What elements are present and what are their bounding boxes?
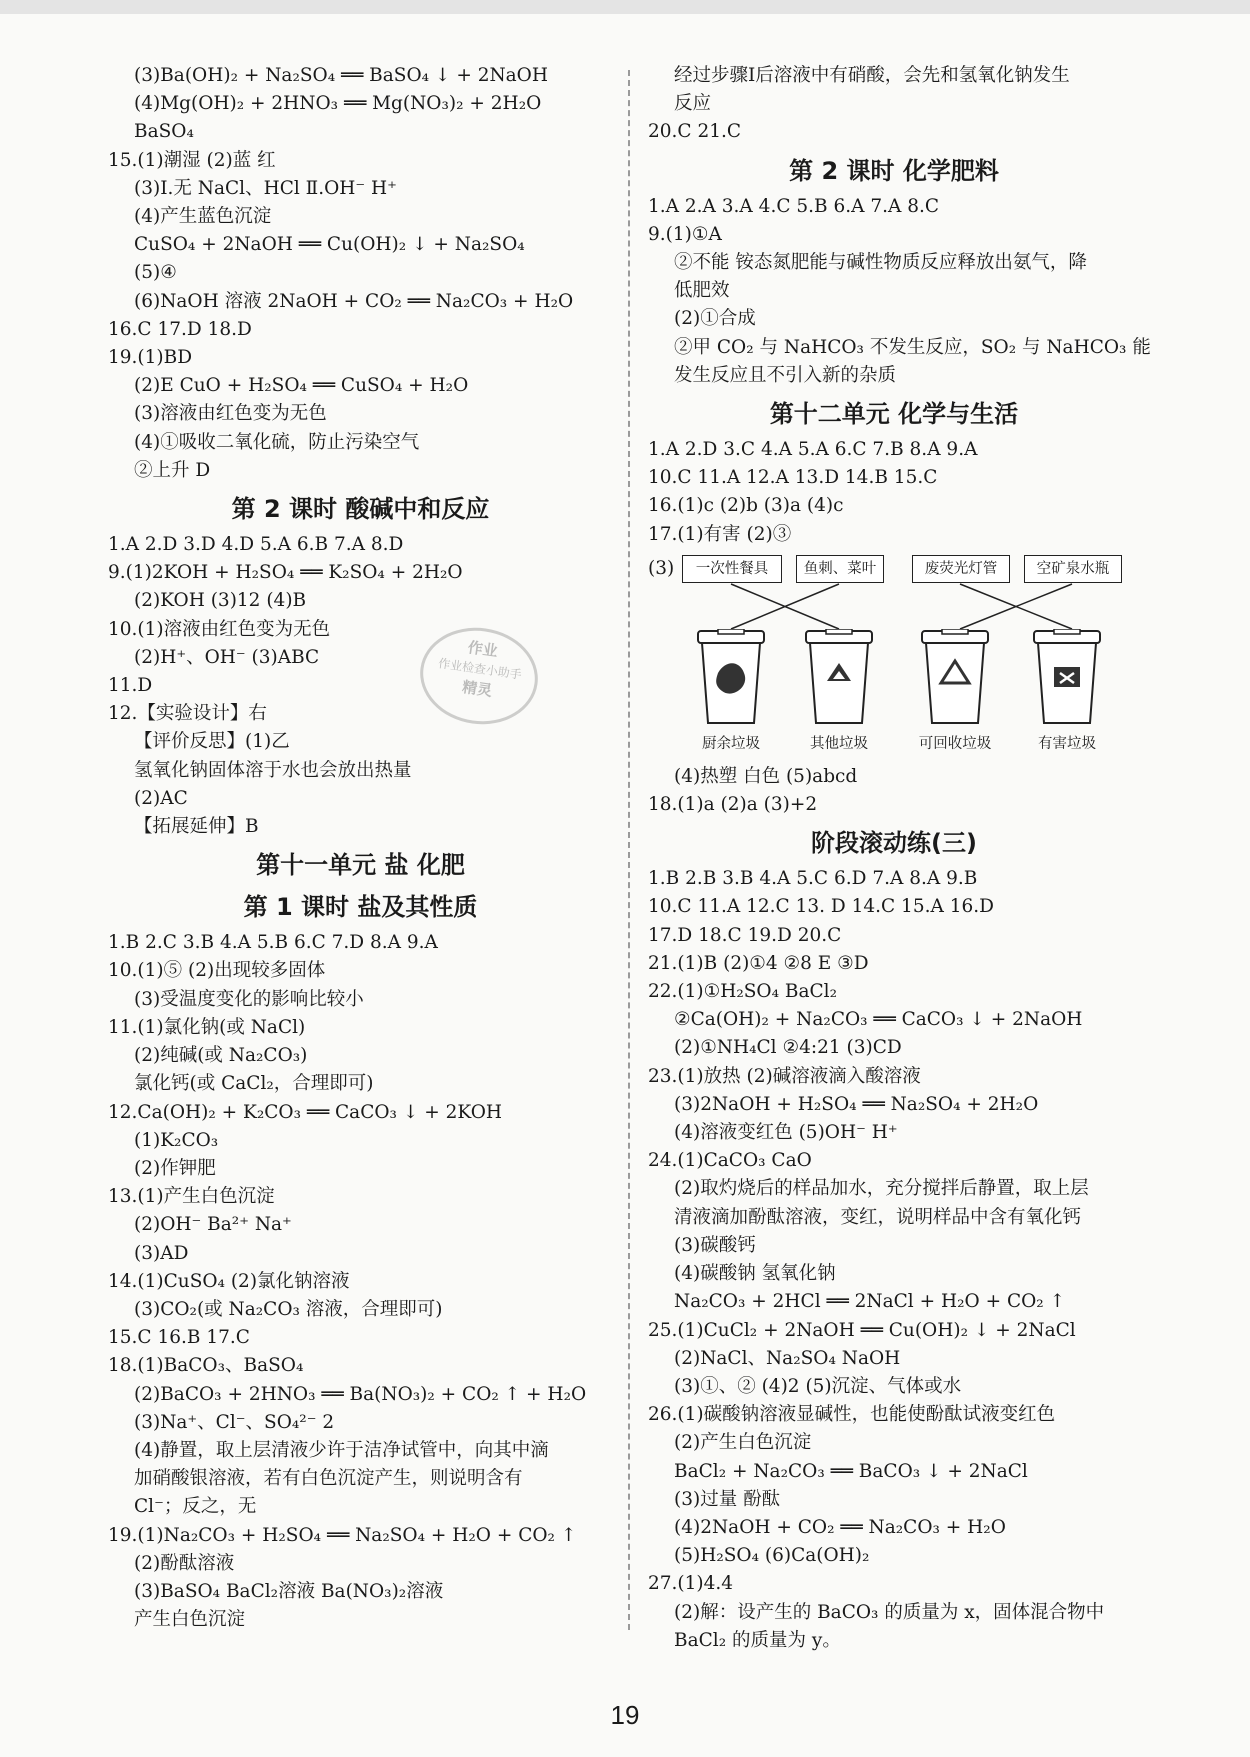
answer-line: (2)H⁺、OH⁻ (3)ABC [134,646,320,668]
answer-line: 19.(1)Na₂CO₃ + H₂SO₄ ══ Na₂SO₄ + H₂O + CO₂ ↑ [108,1524,577,1546]
bin-label-kitchen: 厨余垃圾 [702,735,760,752]
answer-line: 1.B 2.C 3.B 4.A 5.B 6.C 7.D 8.A 9.A [108,932,438,954]
answer-line: (3)过量 酚酞 [674,1488,781,1510]
stamp-line-3: 精灵 [461,677,494,700]
answer-line: (2)①合成 [674,308,756,330]
answer-line: (3)CO₂(或 Na₂CO₃ 溶液，合理即可) [134,1298,443,1320]
right-column-top [648,62,1151,549]
answer-line: (3)Na⁺、Cl⁻、SO₄²⁻ 2 [134,1411,335,1433]
answer-line: 10.C 11.A 12.C 13. D 14.C 15.A 16.D [648,896,994,918]
left-column [108,62,613,1634]
answer-line: 产生白色沉淀 [134,1609,246,1631]
answer-line: (4)①吸收二氧化硫，防止污染空气 [134,431,420,453]
answer-line: 10.(1)⑤ (2)出现较多固体 [108,960,326,982]
top-edge [0,0,1250,14]
stamp-line-2: 作业检查小助手 [437,656,523,682]
answer-line: (2)BaCO₃ + 2HNO₃ ══ Ba(NO₃)₂ + CO₂ ↑ + H₂O [134,1383,587,1405]
right-column-bottom [648,763,1140,1655]
answer-line: (4)碳酸钠 氢氧化钠 [674,1263,836,1285]
answer-line: 25.(1)CuCl₂ + 2NaOH ══ Cu(OH)₂ ↓ + 2NaCl [648,1319,1076,1341]
answer-line: ②上升 D [134,459,211,481]
answer-line: (5)④ [134,262,177,284]
answer-line: (2)解：设产生的 BaCO₃ 的质量为 x，固体混合物中 [674,1601,1105,1623]
answer-line: (2)OH⁻ Ba²⁺ Na⁺ [134,1214,292,1236]
answer-line: 1.A 2.D 3.C 4.A 5.A 6.C 7.B 8.A 9.A [648,439,978,461]
section-heading: 阶段滚动练(三) [811,829,977,858]
bin-label-hazardous: 有害垃圾 [1038,735,1096,752]
answer-line: 9.(1)2KOH + H₂SO₄ ══ K₂SO₄ + 2H₂O [108,562,463,584]
answer-line: 18.(1)BaCO₃、BaSO₄ [108,1355,304,1377]
answer-line: (3)2NaOH + H₂SO₄ ══ Na₂SO₄ + 2H₂O [674,1093,1039,1115]
answer-line: 氢氧化钠固体溶于水也会放出热量 [134,759,412,781]
answer-line: (1)K₂CO₃ [134,1129,219,1151]
answer-line: 10.C 11.A 12.A 13.D 14.B 15.C [648,467,938,489]
section-heading: 第 2 课时 酸碱中和反应 [231,495,490,524]
answer-line: 【评价反思】(1)乙 [134,731,290,753]
answer-line: (2)E CuO + H₂SO₄ ══ CuSO₄ + H₂O [134,375,469,397]
bin-label-recyclable: 可回收垃圾 [918,735,992,752]
section-heading: 第 1 课时 盐及其性质 [243,893,478,922]
answer-line: 加硝酸银溶液，若有白色沉淀产生，则说明含有 [134,1468,523,1490]
answer-line: 1.A 2.A 3.A 4.C 5.B 6.A 7.A 8.C [648,195,940,217]
answer-line: 14.(1)CuSO₄ (2)氯化钠溶液 [108,1270,350,1292]
matching-lines [674,551,1124,631]
item-disposable-tableware: 一次性餐具 [682,555,782,583]
item-water-bottle: 空矿泉水瓶 [1024,555,1122,583]
answer-line: 17.D 18.C 19.D 20.C [648,924,842,946]
answer-line: (3)AD [134,1242,189,1264]
answer-line: (2)AC [134,787,188,809]
figure-prefix: (3) [648,557,675,579]
answer-line: CuSO₄ + 2NaOH ══ Cu(OH)₂ ↓ + Na₂SO₄ [134,234,525,256]
column-divider [628,70,630,1630]
answer-line: 11.D [108,675,153,697]
answer-line: BaCl₂ + Na₂CO₃ ══ BaCO₃ ↓ + 2NaCl [674,1460,1028,1482]
bin-label-other: 其他垃圾 [810,735,868,752]
answer-line: ②不能 铵态氮肥能与碱性物质反应释放出氨气，降 [674,252,1087,274]
answer-line: (4)溶液变红色 (5)OH⁻ H⁺ [674,1122,898,1144]
answer-line: 低肥效 [674,280,730,302]
answer-line: 23.(1)放热 (2)碱溶液滴入酸溶液 [648,1065,921,1087]
answer-line: (6)NaOH 溶液 2NaOH + CO₂ ══ Na₂CO₃ + H₂O [134,290,574,312]
answer-line: ②Ca(OH)₂ + Na₂CO₃ ══ CaCO₃ ↓ + 2NaOH [674,1009,1083,1031]
answer-line: 1.B 2.B 3.B 4.A 5.C 6.D 7.A 8.A 9.B [648,868,978,890]
answer-line: ②甲 CO₂ 与 NaHCO₃ 不发生反应，SO₂ 与 NaHCO₃ 能 [674,336,1151,358]
answer-line: BaCl₂ 的质量为 y。 [674,1629,841,1651]
answer-line: (2)酚酞溶液 [134,1552,235,1574]
answer-line: 经过步骤Ⅰ后溶液中有硝酸，会先和氢氧化钠发生 [674,65,1070,86]
right-column [648,62,1151,1655]
answer-line: 12.Ca(OH)₂ + K₂CO₃ ══ CaCO₃ ↓ + 2KOH [108,1101,502,1123]
answer-line: (4)热塑 白色 (5)abcd [674,765,858,787]
answer-line: 17.(1)有害 (2)③ [648,523,792,545]
answer-line: 19.(1)BD [108,347,193,369]
answer-line: 9.(1)①A [648,223,722,245]
answer-line: 清液滴加酚酞溶液，变红，说明样品中含有氧化钙 [674,1206,1082,1228]
answer-line: 反应 [674,93,712,115]
answer-line: (3)碳酸钙 [674,1234,756,1256]
answer-line: 10.(1)溶液由红色变为无色 [108,618,331,640]
answer-line: 24.(1)CaCO₃ CaO [648,1150,812,1172]
answer-line: 16.(1)c (2)b (3)a (4)c [648,495,844,517]
answer-line: (2)取灼烧后的样品加水，充分搅拌后静置，取上层 [674,1178,1089,1200]
answer-line: 18.(1)a (2)a (3)+2 [648,794,818,816]
hazardous-waste-bin-icon [1030,629,1104,725]
answer-line: (2)①NH₄Cl ②4:21 (3)CD [674,1037,902,1059]
answer-line: Na₂CO₃ + 2HCl ══ 2NaCl + H₂O + CO₂ ↑ [674,1291,1066,1313]
answer-line: 26.(1)碳酸钠溶液显碱性，也能使酚酞试液变红色 [648,1404,1056,1426]
answer-line: 13.(1)产生白色沉淀 [108,1186,275,1208]
section-heading: 第 2 课时 化学肥料 [789,156,999,185]
answer-line: (2)纯碱(或 Na₂CO₃) [134,1045,308,1067]
answer-line: (2)KOH (3)12 (4)B [134,590,307,612]
item-fishbone-leaves: 鱼刺、菜叶 [796,555,884,583]
answer-line: (2)NaCl、Na₂SO₄ NaOH [674,1347,901,1369]
answer-line: (3)溶液由红色变为无色 [134,403,327,425]
answer-line: 【拓展延伸】B [134,816,259,838]
answer-line: 1.A 2.D 3.D 4.D 5.A 6.B 7.A 8.D [108,534,404,556]
answer-line: 15.C 16.B 17.C [108,1327,250,1349]
page-number: 19 [610,1700,640,1730]
answer-line: Cl⁻；反之，无 [134,1496,257,1518]
stamp-line-1: 作业 [466,638,499,661]
answer-line: 27.(1)4.4 [648,1573,734,1595]
answer-line: (2)作钾肥 [134,1157,216,1179]
answer-line: (3)①、② (4)2 (5)沉淀、气体或水 [674,1375,962,1397]
answer-line: (3)BaSO₄ BaCl₂溶液 Ba(NO₃)₂溶液 [134,1580,444,1602]
answer-line: (4)Mg(OH)₂ + 2HNO₃ ══ Mg(NO₃)₂ + 2H₂O [134,93,542,115]
other-waste-bin-icon [802,629,876,725]
answer-line: (2)产生白色沉淀 [674,1432,812,1454]
answer-line: 11.(1)氯化钠(或 NaCl) [108,1016,306,1038]
answer-line: (3)Ba(OH)₂ + Na₂SO₄ ══ BaSO₄ ↓ + 2NaOH [134,65,548,86]
kitchen-waste-bin-icon [694,629,768,725]
answer-line: 21.(1)B (2)①4 ②8 E ③D [648,952,869,974]
answer-line: (4)产生蓝色沉淀 [134,206,272,228]
answer-line: 22.(1)①H₂SO₄ BaCl₂ [648,981,838,1003]
answer-line: (3)Ⅰ.无 NaCl、HCl Ⅱ.OH⁻ H⁺ [134,177,397,199]
answer-line: BaSO₄ [134,121,194,143]
answer-line: (5)H₂SO₄ (6)Ca(OH)₂ [674,1545,870,1567]
section-heading: 第十二单元 化学与生活 [769,400,1019,429]
recyclable-bin-icon [918,629,992,725]
answer-line: (4)2NaOH + CO₂ ══ Na₂CO₃ + H₂O [674,1516,1006,1538]
answer-line: 16.C 17.D 18.D [108,318,252,340]
answer-line: 氯化钙(或 CaCl₂，合理即可) [134,1073,374,1095]
garbage-sorting-figure [648,551,1124,759]
answer-line: 20.C 21.C [648,121,742,143]
answer-line: 发生反应且不引入新的杂质 [674,364,897,386]
answer-line: (4)静置，取上层清液少许于洁净试管中，向其中滴 [134,1439,549,1461]
answer-line: (3)受温度变化的影响比较小 [134,988,364,1010]
item-fluorescent-tube: 废荧光灯管 [912,555,1010,583]
answer-line: 12.【实验设计】右 [108,703,267,725]
answer-line: 15.(1)潮湿 (2)蓝 红 [108,149,276,171]
section-heading: 第十一单元 盐 化肥 [256,851,465,880]
